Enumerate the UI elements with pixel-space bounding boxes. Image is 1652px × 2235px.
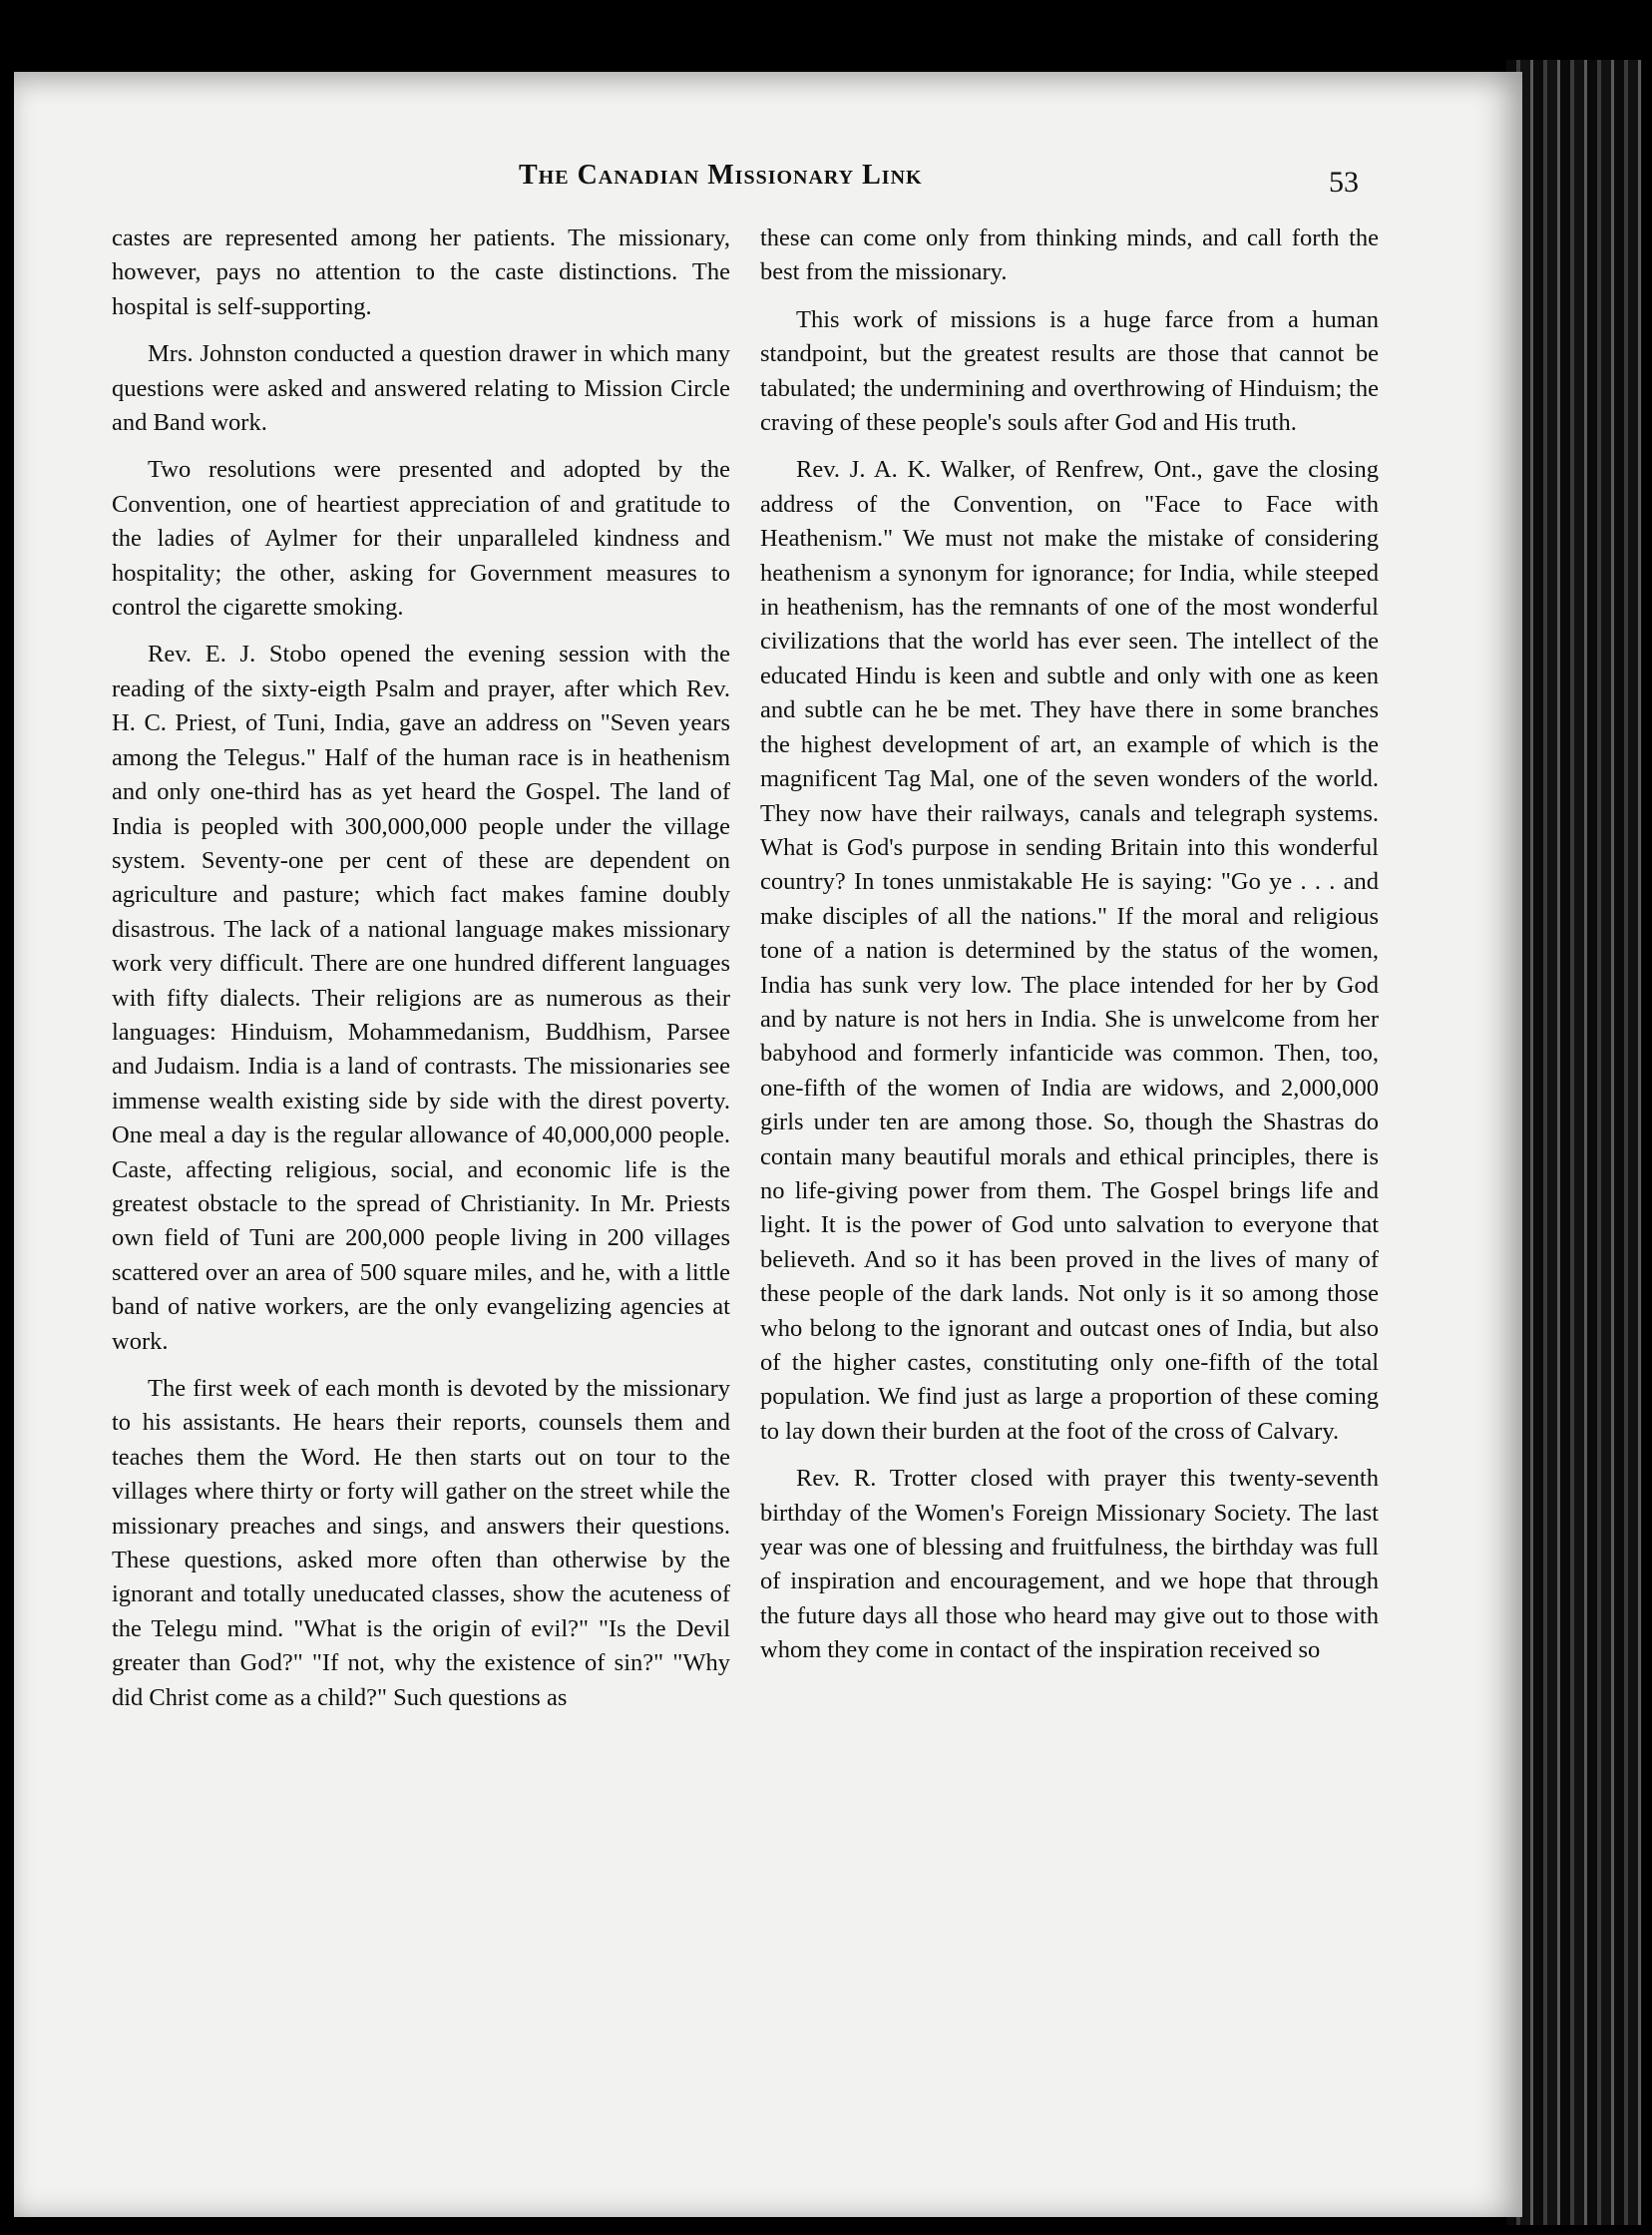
paragraph: This work of missions is a huge farce from a human standpoint, but the greatest results are those that cannot be tabulated; the undermining and overthrowing of Hinduism; the craving of these people's souls after God and His truth. — [760, 305, 1379, 437]
left-column — [112, 222, 730, 1715]
book-spine — [1506, 60, 1642, 2225]
paragraph: Mrs. Johnston conducted a question drawer in which many questions were asked and answered relating to Mission Circle and Band work. — [112, 340, 730, 437]
paragraph: castes are represented among her patients. The missionary, however, pays no attention to the caste distinctions. The hospital is self-supporting. — [112, 224, 730, 320]
paragraph: Rev. R. Trotter closed with prayer this twenty-seventh birthday of the Women's Foreign Missionary Society. The last year was one of blessing and fruitfulness, the birthday was full of inspiration and encouragement, and we hope that through the future days all those who heard may give out to those with whom they come in contact of the inspiration received so — [760, 1465, 1379, 1664]
paragraph: Rev. J. A. K. Walker, of Renfrew, Ont., gave the closing address of the Convention, on "Face to Face with Heathenism." We must not make the mistake of considering heathenism a synonym for ignorance; for India, while steeped in heathenism, has the remnants of one of the most wonderful civilizations that the world has ever seen. The intellect of the educated Hindu is keen and subtle and only with one as keen and subtle can he be met. They have there in some branches the highest development of art, an example of which is the magnificent Tag Mal, one of the seven wonders of the world. They now have their railways, canals and telegraph systems. What is God's purpose in sending Britain into this wonderful country? In tones unmistakable He is saying: "Go ye . . . and make disciples of all the nations." If the moral and religious tone of a nation is determined by the status of the women, India has sunk very low. The place intended for her by God and by nature is not hers in India. She is unwelcome from her babyhood and formerly infanticide was common. Then, too, one-fifth of the women of India are widows, and 2,000,000 girls under ten are among those. So, though the Shastras do contain many beautiful morals and ethical principles, there is no life-giving power from them. The Gospel brings life and light. It is the power of God unto salvation to everyone that believeth. And so it has been proved in the lives of many of these people of the dark lands. Not only is it so among those who belong to the ignorant and outcast ones of India, but also of the higher castes, constituting only one-fifth of the total population. We find just as large a proportion of these coming to lay down their burden at the foot of the cross of Calvary. — [760, 456, 1379, 1445]
page-number: 53 — [1329, 166, 1359, 199]
paragraph: Two resolutions were presented and adopted by the Convention, one of heartiest appreciation of and gratitude to the ladies of Aylmer for their unparalleled kindness and hospitality; the other, asking for Government measures to control the cigarette smoking. — [112, 456, 730, 622]
paragraph: these can come only from thinking minds, and call forth the best from the missionary. — [760, 224, 1379, 286]
paragraph: Rev. E. J. Stobo opened the evening session with the reading of the sixty-eigth Psalm and prayer, after which Rev. H. C. Priest, of Tuni, India, gave an address on "Seven years among the Telegus." Half of the human race is in heathenism and only one-third has as yet heard the Gospel. The land of India is peopled with 300,000,000 people under the village system. Seventy-one per cent of these are dependent on agriculture and pasture; which fact makes famine doubly disastrous. The lack of a national language makes missionary work very difficult. There are one hundred different languages with fifty dialects. Their religions are as numerous as their languages: Hinduism, Mohammedanism, Buddhism, Parsee and Judaism. India is a land of contrasts. The missionaries see immense wealth existing side by side with the direst poverty. One meal a day is the regular allowance of 40,000,000 people. Caste, affecting religious, social, and economic life is the greatest obstacle to the spread of Christianity. In Mr. Priests own field of Tuni are 200,000 people living in 200 villages scattered over an area of 500 square miles, and he, with a little band of native workers, are the only evangelizing agencies at work. — [112, 641, 730, 1355]
running-title: The Canadian Missionary Link — [519, 160, 923, 191]
paragraph: The first week of each month is devoted by the missionary to his assistants. He hears their reports, counsels them and teaches them the Word. He then starts out on tour to the villages where thirty or forty will gather on the street while the missionary preaches and sings, and answers their questions. These questions, asked more often than otherwise by the ignorant and totally uneducated classes, show the acuteness of the Telegu mind. "What is the origin of evil?" "Is the Devil greater than God?" "If not, why the existence of sin?" "Why did Christ come as a child?" Such questions as — [112, 1375, 730, 1711]
right-column — [760, 222, 1379, 1668]
